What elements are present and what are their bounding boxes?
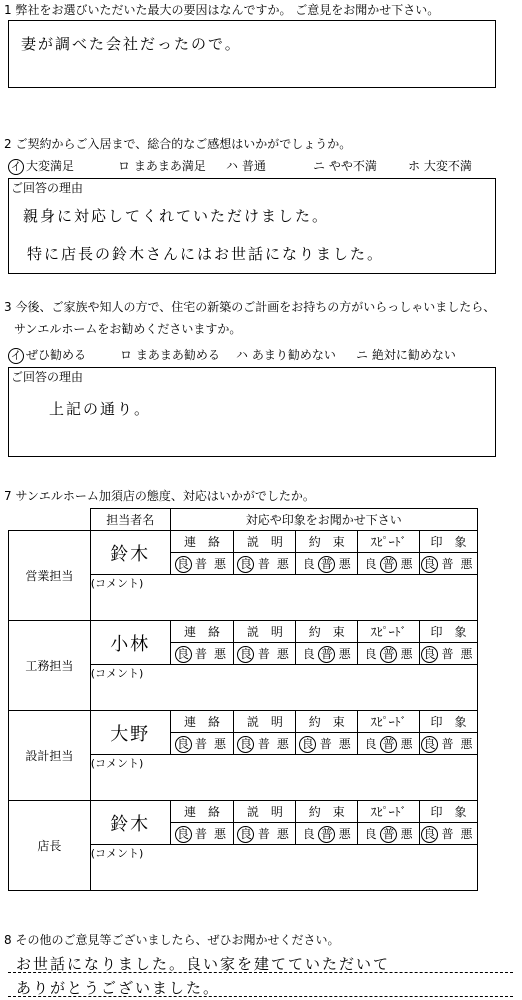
grade-option[interactable]: 悪: [460, 556, 473, 571]
grade-option[interactable]: 悪: [338, 736, 351, 751]
category-header: 印 象: [420, 801, 478, 823]
q2-options: [8, 157, 513, 175]
grade-option[interactable]: 悪: [460, 646, 473, 661]
grade-cell: [170, 823, 234, 845]
header-person: 担当者名: [90, 509, 170, 531]
grade-cell: [296, 733, 358, 755]
grade-option[interactable]: 普: [257, 826, 270, 841]
row-role: 営業担当: [9, 531, 91, 621]
selected-mark-icon: イ: [8, 159, 24, 175]
grade-option-selected[interactable]: 普: [380, 826, 397, 843]
grade-option[interactable]: 良: [364, 736, 377, 751]
q8-answer-line2: ありがとうございました。: [16, 979, 221, 997]
grade-option[interactable]: 悪: [214, 736, 227, 751]
q3-options: [8, 346, 513, 364]
q2-reason-label: ご回答の理由: [11, 181, 84, 195]
grade-option[interactable]: 普: [257, 646, 270, 661]
grade-option-selected[interactable]: 良: [237, 646, 254, 663]
grade-option[interactable]: 良: [302, 556, 315, 571]
grade-option-selected[interactable]: 良: [237, 826, 254, 843]
grade-option[interactable]: 悪: [338, 556, 351, 571]
category-header: 約 束: [296, 621, 358, 643]
grade-cell: [170, 643, 234, 665]
grade-option[interactable]: 悪: [338, 826, 351, 841]
grade-option[interactable]: 普: [257, 736, 270, 751]
grade-option[interactable]: 悪: [214, 646, 227, 661]
q3-question-line1: 3 今後、ご家族や知人の方で、住宅の新築のご計画をお持ちの方がいらっしゃいましたら、: [4, 300, 496, 314]
category-header: 印 象: [420, 531, 478, 553]
grade-cell: [358, 733, 420, 755]
grade-cell: [420, 733, 478, 755]
grade-option[interactable]: 普: [441, 556, 454, 571]
grade-option-selected[interactable]: 普: [318, 646, 335, 663]
divider: [8, 972, 513, 973]
grade-option[interactable]: 普: [319, 736, 332, 751]
grade-option[interactable]: 悪: [400, 556, 413, 571]
category-header: 約 束: [296, 801, 358, 823]
category-header: 説 明: [234, 711, 296, 733]
grade-cell: [420, 823, 478, 845]
q2-option-1[interactable]: イ 大変満足: [8, 157, 74, 175]
q8-question: 8 その他のご意見等ございましたら、ぜひお聞かせください。: [4, 933, 340, 947]
evaluation-table: [8, 508, 478, 891]
category-header: 説 明: [234, 531, 296, 553]
q3-option-2[interactable]: ロ まあまあ勧める: [120, 348, 220, 362]
selected-mark-icon: イ: [8, 348, 24, 364]
grade-option-selected[interactable]: 普: [318, 556, 335, 573]
q3-reason-box: [8, 367, 496, 457]
grade-cell: [358, 553, 420, 575]
grade-option[interactable]: 悪: [460, 826, 473, 841]
row-comment: (コメント): [90, 755, 477, 801]
category-header: ｽﾋﾟｰﾄﾞ: [358, 801, 420, 823]
category-header: ｽﾋﾟｰﾄﾞ: [358, 621, 420, 643]
grade-option[interactable]: 良: [302, 826, 315, 841]
row-person-name: 鈴木: [90, 531, 170, 575]
grade-cell: [234, 643, 296, 665]
row-role: 店長: [9, 801, 91, 891]
q7-question: 7 サンエルホーム加須店の態度、対応はいかがでしたか。: [4, 489, 315, 503]
grade-option-selected[interactable]: 良: [175, 736, 192, 753]
grade-option[interactable]: 悪: [400, 736, 413, 751]
grade-option[interactable]: 悪: [460, 736, 473, 751]
grade-option-selected[interactable]: 良: [421, 646, 438, 663]
category-header: ｽﾋﾟｰﾄﾞ: [358, 531, 420, 553]
grade-option[interactable]: 普: [441, 826, 454, 841]
category-header: 連 絡: [170, 801, 234, 823]
q2-option-2[interactable]: ロ まあまあ満足: [118, 159, 206, 173]
grade-option[interactable]: 良: [364, 646, 377, 661]
q8-answer-line1: お世話になりました。良い家を建てていただいて: [16, 955, 391, 973]
grade-option[interactable]: 良: [302, 646, 315, 661]
q2-option-5[interactable]: ホ 大変不満: [408, 159, 472, 173]
row-role: 工務担当: [9, 621, 91, 711]
q3-reason-label: ご回答の理由: [11, 370, 84, 384]
grade-option[interactable]: 普: [441, 646, 454, 661]
grade-cell: [170, 733, 234, 755]
grade-option-selected[interactable]: 良: [421, 736, 438, 753]
grade-option-selected[interactable]: 良: [421, 556, 438, 573]
category-header: 印 象: [420, 711, 478, 733]
row-comment: (コメント): [90, 665, 477, 711]
category-header: 説 明: [234, 621, 296, 643]
grade-option[interactable]: 普: [195, 736, 208, 751]
q1-question: 1 弊社をお選びいただいた最大の要因はなんですか。 ご意見をお聞かせ下さい。: [4, 3, 440, 17]
grade-option[interactable]: 悪: [400, 826, 413, 841]
q1-answer-box: [8, 20, 496, 88]
grade-option[interactable]: 普: [441, 736, 454, 751]
q3-option-3[interactable]: ハ あまり勧めない: [236, 348, 336, 362]
category-header: 約 束: [296, 531, 358, 553]
grade-cell: [296, 553, 358, 575]
grade-option[interactable]: 普: [195, 826, 208, 841]
grade-option-selected[interactable]: 普: [318, 826, 335, 843]
grade-option-selected[interactable]: 良: [175, 556, 192, 573]
category-header: 印 象: [420, 621, 478, 643]
grade-cell: [234, 553, 296, 575]
q2-reason-box: [8, 178, 496, 274]
grade-cell: [234, 733, 296, 755]
q2-option-3[interactable]: ハ 普通: [226, 159, 266, 173]
grade-cell: [358, 823, 420, 845]
grade-option[interactable]: 普: [195, 556, 208, 571]
category-header: ｽﾋﾟｰﾄﾞ: [358, 711, 420, 733]
category-header: 連 絡: [170, 711, 234, 733]
q1-answer: 妻が調べた会社だったので。: [21, 35, 242, 53]
grade-cell: [420, 643, 478, 665]
q2-reason-line2: 特に店長の鈴木さんにはお世話になりました。: [27, 245, 385, 263]
grade-option-selected[interactable]: 良: [237, 556, 254, 573]
row-person-name: 鈴木: [90, 801, 170, 845]
grade-cell: [296, 823, 358, 845]
header-eval: 対応や印象をお聞かせ下さい: [170, 509, 477, 531]
grade-option[interactable]: 悪: [214, 826, 227, 841]
grade-cell: [296, 643, 358, 665]
category-header: 約 束: [296, 711, 358, 733]
grade-cell: [420, 553, 478, 575]
row-person-name: 小林: [90, 621, 170, 665]
row-person-name: 大野: [90, 711, 170, 755]
q3-reason: 上記の通り。: [49, 400, 152, 418]
q2-reason-line1: 親身に対応してくれていただけました。: [23, 207, 330, 225]
grade-option[interactable]: 良: [364, 826, 377, 841]
grade-cell: [234, 823, 296, 845]
grade-option[interactable]: 悪: [276, 646, 289, 661]
category-header: 連 絡: [170, 531, 234, 553]
grade-option-selected[interactable]: 普: [380, 736, 397, 753]
grade-option[interactable]: 悪: [276, 736, 289, 751]
category-header: 説 明: [234, 801, 296, 823]
grade-option-selected[interactable]: 良: [175, 826, 192, 843]
row-comment: (コメント): [90, 575, 477, 621]
grade-option[interactable]: 悪: [400, 646, 413, 661]
grade-option[interactable]: 悪: [214, 556, 227, 571]
grade-option[interactable]: 良: [364, 556, 377, 571]
grade-cell: [358, 643, 420, 665]
category-header: 連 絡: [170, 621, 234, 643]
grade-option[interactable]: 悪: [338, 646, 351, 661]
row-comment: (コメント): [90, 845, 477, 891]
q2-question: 2 ご契約からご入居まで、総合的なご感想はいかがでしょうか。: [4, 137, 352, 151]
row-role: 設計担当: [9, 711, 91, 801]
grade-option-selected[interactable]: 良: [421, 826, 438, 843]
grade-option-selected[interactable]: 良: [175, 646, 192, 663]
q3-question-line2: サンエルホームをお勧めくださいますか。: [14, 322, 242, 336]
divider: [8, 996, 513, 997]
q3-option-4[interactable]: ニ 絶対に勧めない: [356, 348, 456, 362]
grade-option-selected[interactable]: 普: [380, 556, 397, 573]
grade-option-selected[interactable]: 良: [237, 736, 254, 753]
grade-cell: [170, 553, 234, 575]
grade-option[interactable]: 悪: [276, 556, 289, 571]
grade-option[interactable]: 悪: [276, 826, 289, 841]
q3-option-1[interactable]: イ ぜひ勧める: [8, 346, 86, 364]
q2-option-4[interactable]: ニ やや不満: [313, 159, 377, 173]
grade-option-selected[interactable]: 良: [299, 736, 316, 753]
grade-option-selected[interactable]: 普: [380, 646, 397, 663]
grade-option[interactable]: 普: [257, 556, 270, 571]
grade-option[interactable]: 普: [195, 646, 208, 661]
